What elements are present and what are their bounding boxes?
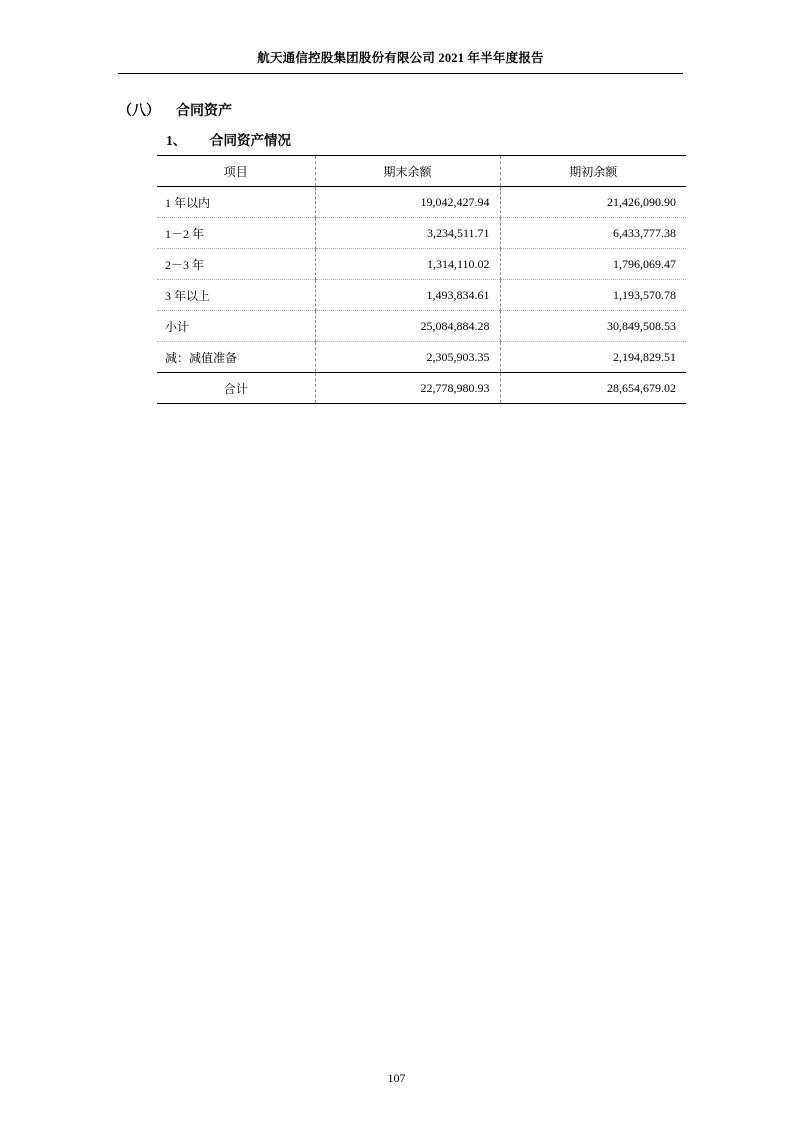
table-row-impairment xyxy=(157,342,686,373)
subsection-heading xyxy=(166,129,291,149)
row-label: 2－3 年 xyxy=(157,249,315,280)
table-row-total xyxy=(157,373,686,404)
column-header-end-balance: 期末余额 xyxy=(315,156,500,187)
total-begin-balance: 28,654,679.02 xyxy=(500,373,686,404)
total-end-balance: 22,778,980.93 xyxy=(315,373,500,404)
table-header-row xyxy=(157,156,686,187)
table-row xyxy=(157,187,686,218)
row-begin-balance: 30,849,508.53 xyxy=(500,311,686,342)
row-begin-balance: 21,426,090.90 xyxy=(500,187,686,218)
running-header: 航天通信控股集团股份有限公司 2021 年半年度报告 xyxy=(257,51,544,65)
header-divider xyxy=(118,73,683,74)
row-label: 1－2 年 xyxy=(157,218,315,249)
row-label: 小计 xyxy=(157,311,315,342)
row-begin-balance: 1,193,570.78 xyxy=(500,280,686,311)
contract-assets-table xyxy=(157,155,686,404)
table-row-subtotal xyxy=(157,311,686,342)
subsection-number: 1、 xyxy=(166,133,187,148)
row-begin-balance: 1,796,069.47 xyxy=(500,249,686,280)
contract-assets-table-wrap xyxy=(157,155,686,404)
row-end-balance: 1,314,110.02 xyxy=(315,249,500,280)
column-header-begin-balance: 期初余额 xyxy=(500,156,686,187)
table-row xyxy=(157,280,686,311)
row-label: 3 年以上 xyxy=(157,280,315,311)
row-end-balance: 25,084,884.28 xyxy=(315,311,500,342)
subsection-title: 合同资产情况 xyxy=(210,133,291,148)
row-end-balance: 2,305,903.35 xyxy=(315,342,500,373)
section-title: 合同资产 xyxy=(176,104,232,119)
column-header-item: 项目 xyxy=(157,156,315,187)
page-number: 107 xyxy=(387,1071,406,1085)
section-heading xyxy=(118,100,232,120)
table-row xyxy=(157,218,686,249)
row-label: 减：减值准备 xyxy=(157,342,315,373)
row-begin-balance: 2,194,829.51 xyxy=(500,342,686,373)
row-end-balance: 1,493,834.61 xyxy=(315,280,500,311)
total-label: 合计 xyxy=(157,373,315,404)
row-end-balance: 3,234,511.71 xyxy=(315,218,500,249)
section-number: （八） xyxy=(118,104,160,119)
row-begin-balance: 6,433,777.38 xyxy=(500,218,686,249)
row-label: 1 年以内 xyxy=(157,187,315,218)
row-end-balance: 19,042,427.94 xyxy=(315,187,500,218)
table-row xyxy=(157,249,686,280)
